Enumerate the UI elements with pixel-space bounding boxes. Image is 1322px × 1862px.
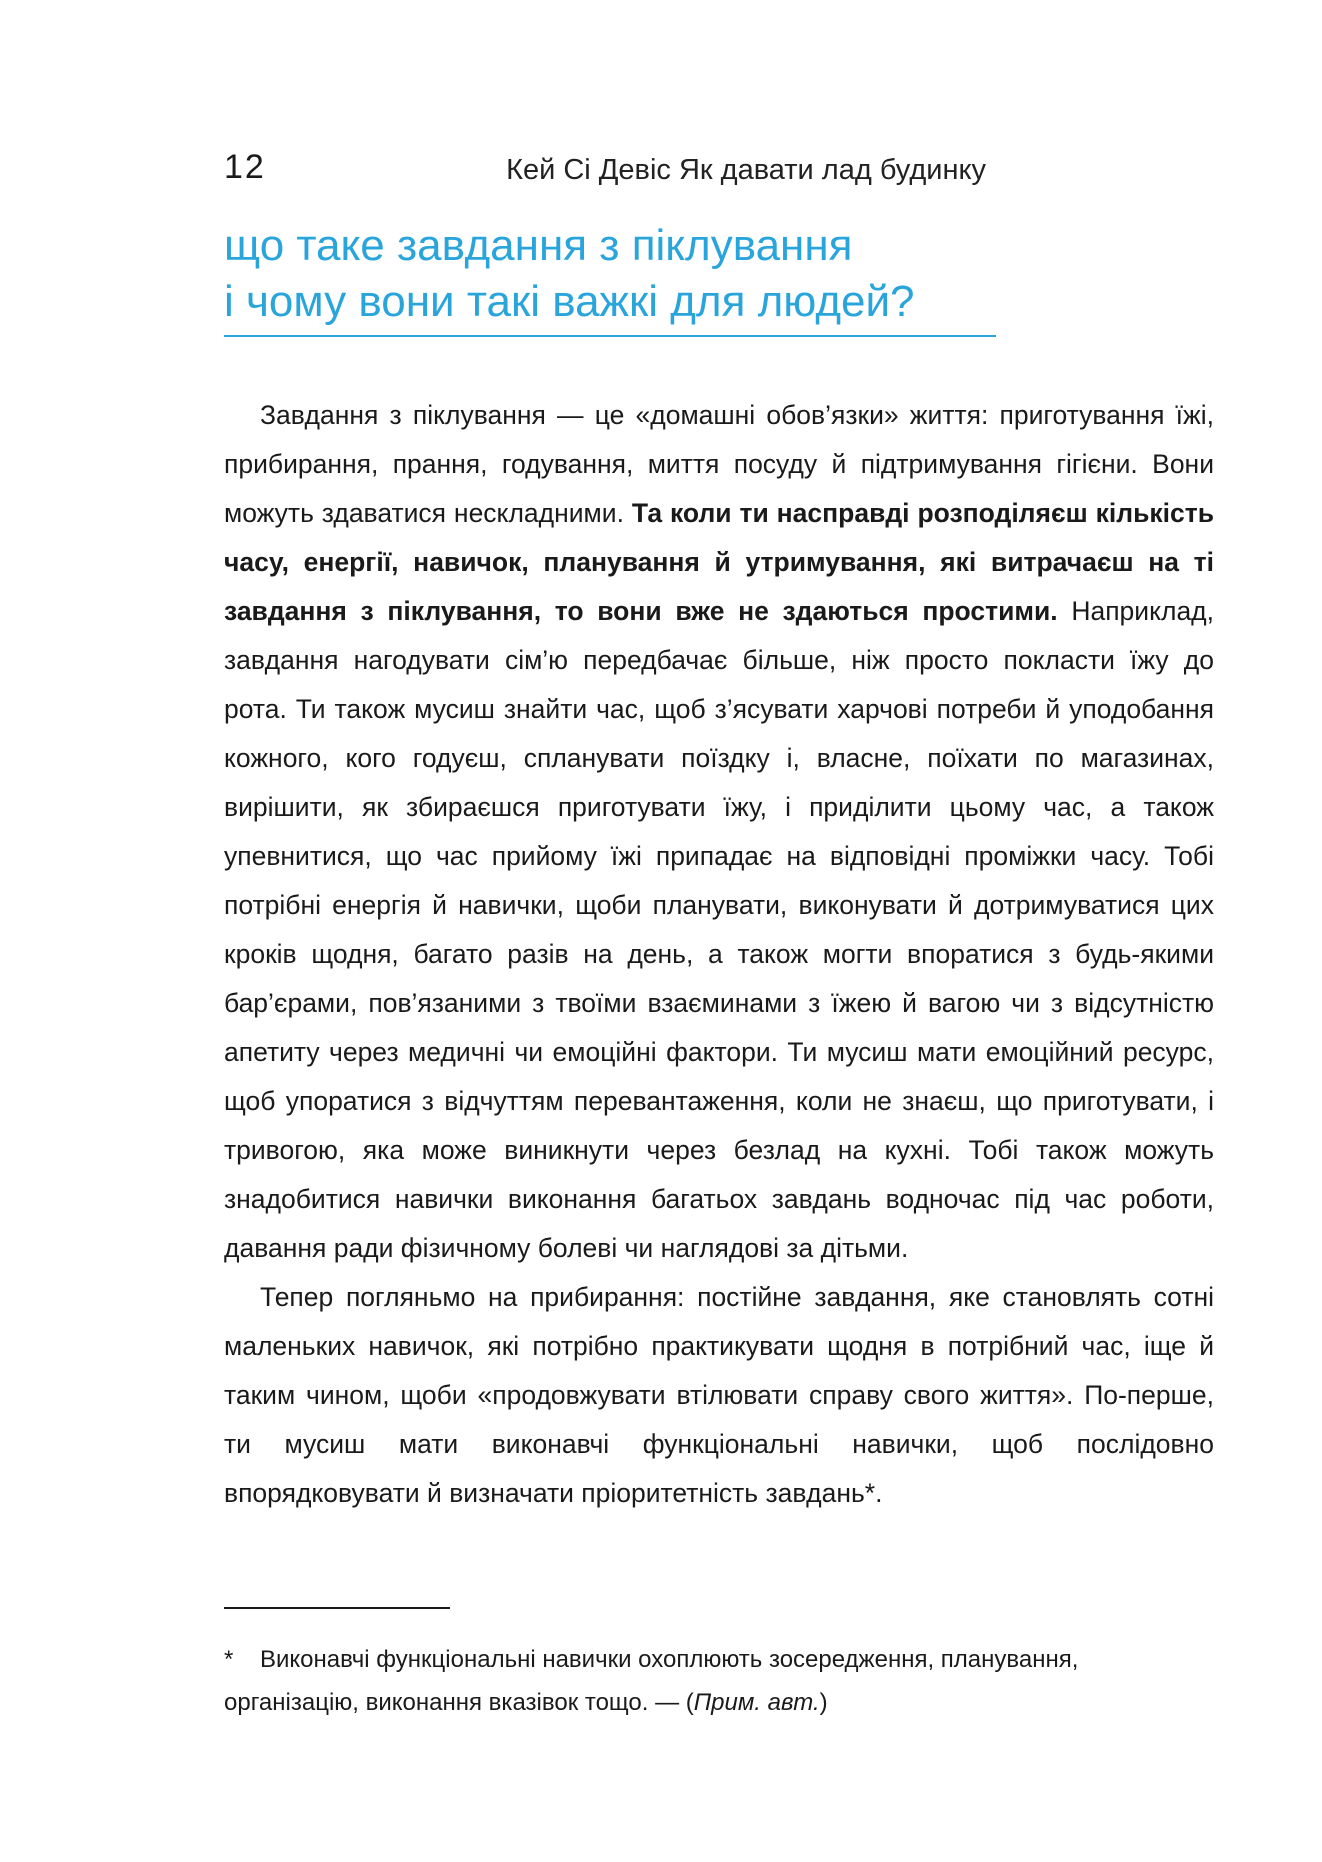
paragraph-1-emphasis: Та коли ти насправді розподіляєш кількість часу, енергії, навичок, планування й утримування, які витрачаєш на ті завдання з піклування, то вони вже не здаються простими.	[224, 498, 1214, 626]
footnote-note: Прим. авт.	[693, 1689, 820, 1716]
body-text	[224, 391, 1214, 1518]
heading-underline	[224, 335, 996, 337]
chapter-heading-line-1: що таке завдання з піклування	[224, 221, 853, 270]
footnote-close: )	[819, 1689, 828, 1716]
paragraph-2: Тепер погляньмо на прибирання: постійне завдання, яке становлять сотні маленьких навичок, які потрібно практикувати щодня в потрібний час, іще й таким чином, щоби «продовжувати втілювати справу свого життя». По-перше, ти мусиш мати виконавчі функціональні навички, щоб послідовно впорядковувати й визначати пріоритетність завдань*.	[224, 1282, 1214, 1508]
chapter-heading	[224, 218, 1004, 330]
running-title: Кей Сі Девіс Як давати лад будинку	[506, 154, 986, 186]
paragraph-1-intro: Завдання з піклування — це «домашні обов’язки» життя: приготування їжі, прибирання, прання, годування, миття посуду й підтримування гігієни. Вони можуть здаватися нескладними.	[224, 400, 1214, 528]
page-number: 12	[224, 148, 266, 186]
footnote-separator	[224, 1607, 450, 1609]
footnote	[224, 1638, 1214, 1724]
footnote-text: Виконавчі функціональні навички охоплюють зосередження, планування, організацію, виконання вказівок тощо. — (	[224, 1646, 1079, 1716]
chapter-heading-line-2: і чому вони такі важкі для людей?	[224, 277, 915, 326]
footnote-marker: *	[224, 1646, 234, 1673]
running-head	[224, 148, 986, 192]
paragraph-1	[224, 391, 1214, 1273]
paragraph-1-continuation: Наприклад, завдання нагодувати сім’ю передбачає більше, ніж просто покласти їжу до рота. Ти також мусиш знайти час, щоб з’ясувати харчові потреби й уподобання кожного, кого годуєш, спланувати поїздку і, власне, поїхати по магазинах, вирішити, як збираєшся приготувати їжу, і приділити цьому час, а також упевнитися, що час прийому їжі припадає на відповідні проміжки часу. Тобі потрібні енергія й навички, щоби планувати, виконувати й дотримуватися цих кроків щодня, багато разів на день, а також могти впоратися з будь-якими бар’єрами, пов’язаними з твоїми взаєминами з їжею й вагою чи з відсутністю апетиту через медичні чи емоційні фактори. Ти мусиш мати емоційний ресурс, щоб упоратися з відчуттям перевантаження, коли не знаєш, що приготувати, і тривогою, яка може виникнути через безлад на кухні. Тобі також можуть знадобитися навички виконання багатьох завдань водночас під час роботи, давання ради фізичному болеві чи наглядові за дітьми.	[224, 596, 1215, 1263]
